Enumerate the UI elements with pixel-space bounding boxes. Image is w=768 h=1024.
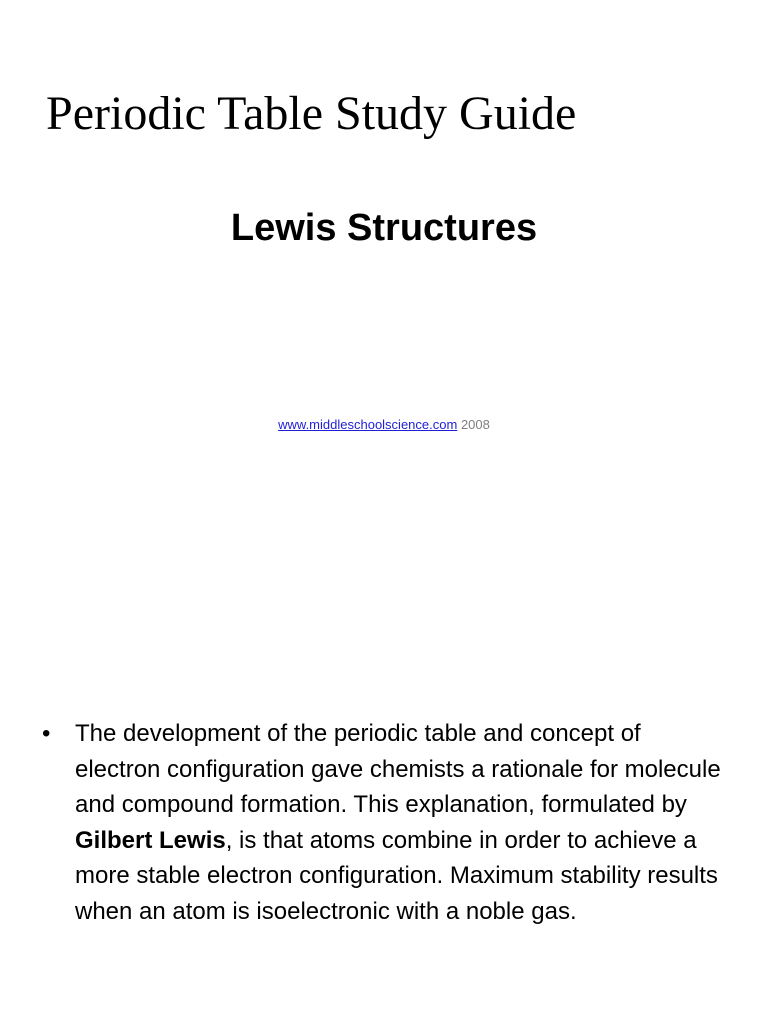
credit-year: 2008 [460,417,490,432]
bullet-emphasis-name: Gilbert Lewis [75,826,226,854]
bullet-text [75,716,722,929]
source-credit [0,417,768,433]
bullet-text-before: The development of the periodic table and concept of electron configuration gave chemists a rationale for molecule and compound formation. This explanation, formulated by [75,720,721,818]
page-title: Periodic Table Study Guide [46,87,577,140]
section-subtitle: Lewis Structures [230,207,538,249]
bullet-paragraph [42,716,722,929]
source-link[interactable]: www.middleschoolscience.com [278,417,458,432]
bullet-marker: • [42,720,51,747]
bullet-text-after: , is that atoms combine in order to achieve a more stable electron configuration. Maximum stability results when an atom is isoelectronic with a noble gas. [75,826,718,925]
